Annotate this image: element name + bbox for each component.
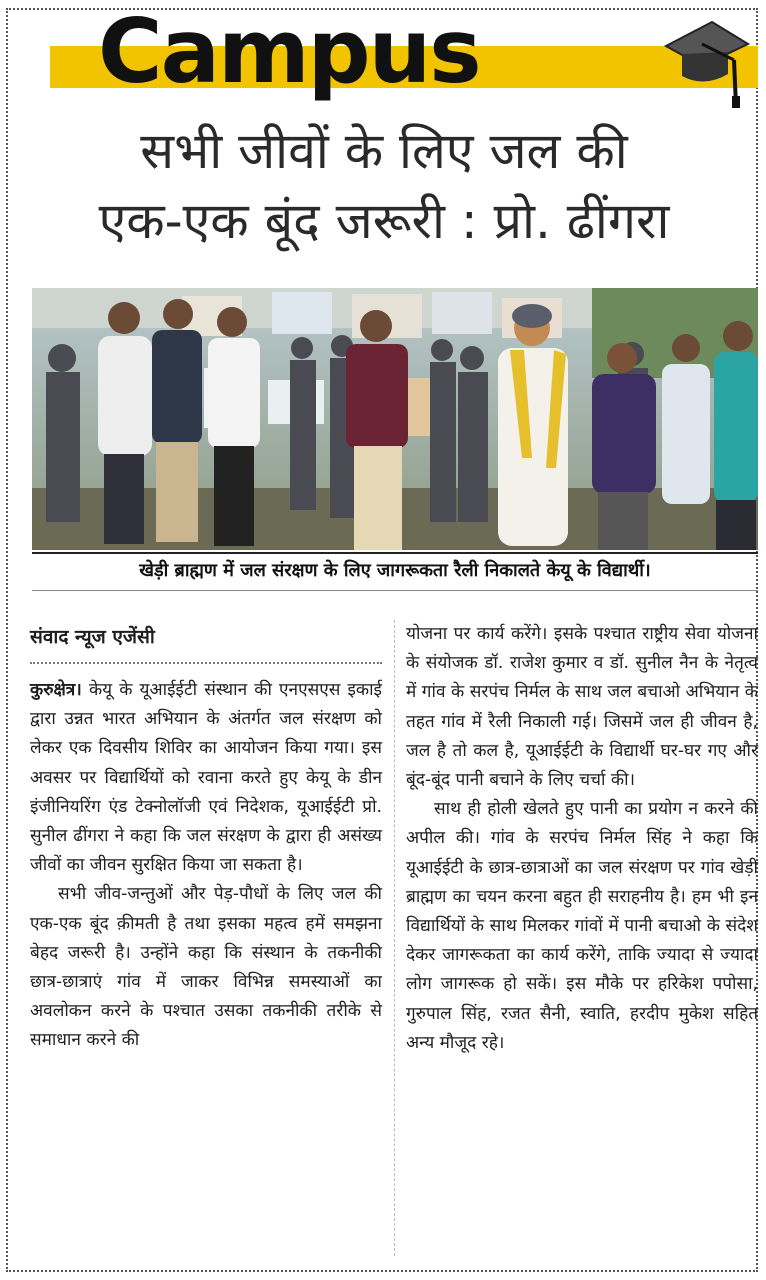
headline-line-2: एक-एक बूंद जरूरी : प्रो. ढींगरा: [98, 192, 670, 250]
dateline-place: कुरुक्षेत्र।: [30, 680, 82, 700]
masthead-brand: Campus: [98, 0, 480, 103]
rally-photo-illustration: [32, 288, 758, 550]
graduation-cap-icon: [658, 14, 750, 110]
article-paragraph: [30, 676, 382, 880]
headline-line-1: सभी जीवों के लिए जल की: [140, 122, 628, 180]
masthead: [10, 0, 758, 106]
byline: संवाद न्यूज एजेंसी: [30, 626, 155, 648]
news-photo: [32, 288, 758, 550]
caption-top-rule: [32, 552, 758, 554]
article-column-right: [406, 620, 758, 1058]
paragraph-text: केयू के यूआईईटी संस्थान की एनएसएस इकाई द्वारा उन्नत भारत अभियान के अंतर्गत जल संरक्षण को लेकर एक दिवसीय शिविर का आयोजन किया गया। इस अवसर पर विद्यार्थियों को रवाना करते हुए केयू के डीन इंजीनियरिंग एंड टेक्नोलॉजी एवं निदेशक, यूआईईटी प्रो. सुनील ढींगरा ने कहा कि जल संरक्षण के द्वारा ही असंख्य जीवों का जीवन सुरक्षित किया जा सकता है।: [30, 680, 382, 876]
article-paragraph: साथ ही होली खेलते हुए पानी का प्रयोग न करने की अपील की। गांव के सरपंच निर्मल सिंह ने कहा कि यूआईईटी के छात्र-छात्राओं का जल संरक्षण पर गांव खेड़ी ब्राह्मण का चयन करना बहुत ही सराहनीय है। हम भी इन विद्यार्थियों के साथ मिलकर गांवों में पानी बचाओ के संदेश देकर जागरूकता का कार्य करेंगे, ताकि ज्यादा से ज्यादा लोग जागरूक हो सकें। इस मौके पर हरिकेश पपोसा, गुरुपाल सिंह, रजत सैनी, स्वाति, हरदीप मुकेश सहित अन्य मौजूद रहे।: [406, 799, 758, 1053]
article-paragraph: सभी जीव-जन्तुओं और पेड़-पौधों के लिए जल की एक-एक बूंद क़ीमती है तथा इसका महत्व हमें समझना बेहद जरूरी है। उन्होंने कहा कि संस्थान के तकनीकी छात्र-छात्राएं गांव में जाकर विभिन्न समस्याओं का अवलोकन करने के पश्चात उसका तकनीकी तरीके से समाधान करने की: [30, 884, 382, 1051]
caption-bottom-rule: [32, 590, 758, 591]
byline-rule: [30, 662, 382, 664]
column-divider: [394, 620, 395, 1256]
photo-caption: खेड़ी ब्राह्मण में जल संरक्षण के लिए जागरूकता रैली निकालते केयू के विद्यार्थी।: [139, 560, 651, 581]
headline: [20, 116, 748, 256]
article-column-left: [30, 620, 382, 1056]
article-paragraph: योजना पर कार्य करेंगे। इसके पश्चात राष्ट्रीय सेवा योजना के संयोजक डॉ. राजेश कुमार व डॉ. सुनील नैन के नेतृत्व में गांव के सरपंच निर्मल के साथ जल बचाओ अभियान के तहत गांव में रैली निकाली गई। जिसमें जल ही जीवन है, जल है तो कल है, यूआईईटी के विद्यार्थी घर-घर गए और बूंद-बूंद पानी बचाने के लिए चर्चा की।: [406, 624, 758, 791]
